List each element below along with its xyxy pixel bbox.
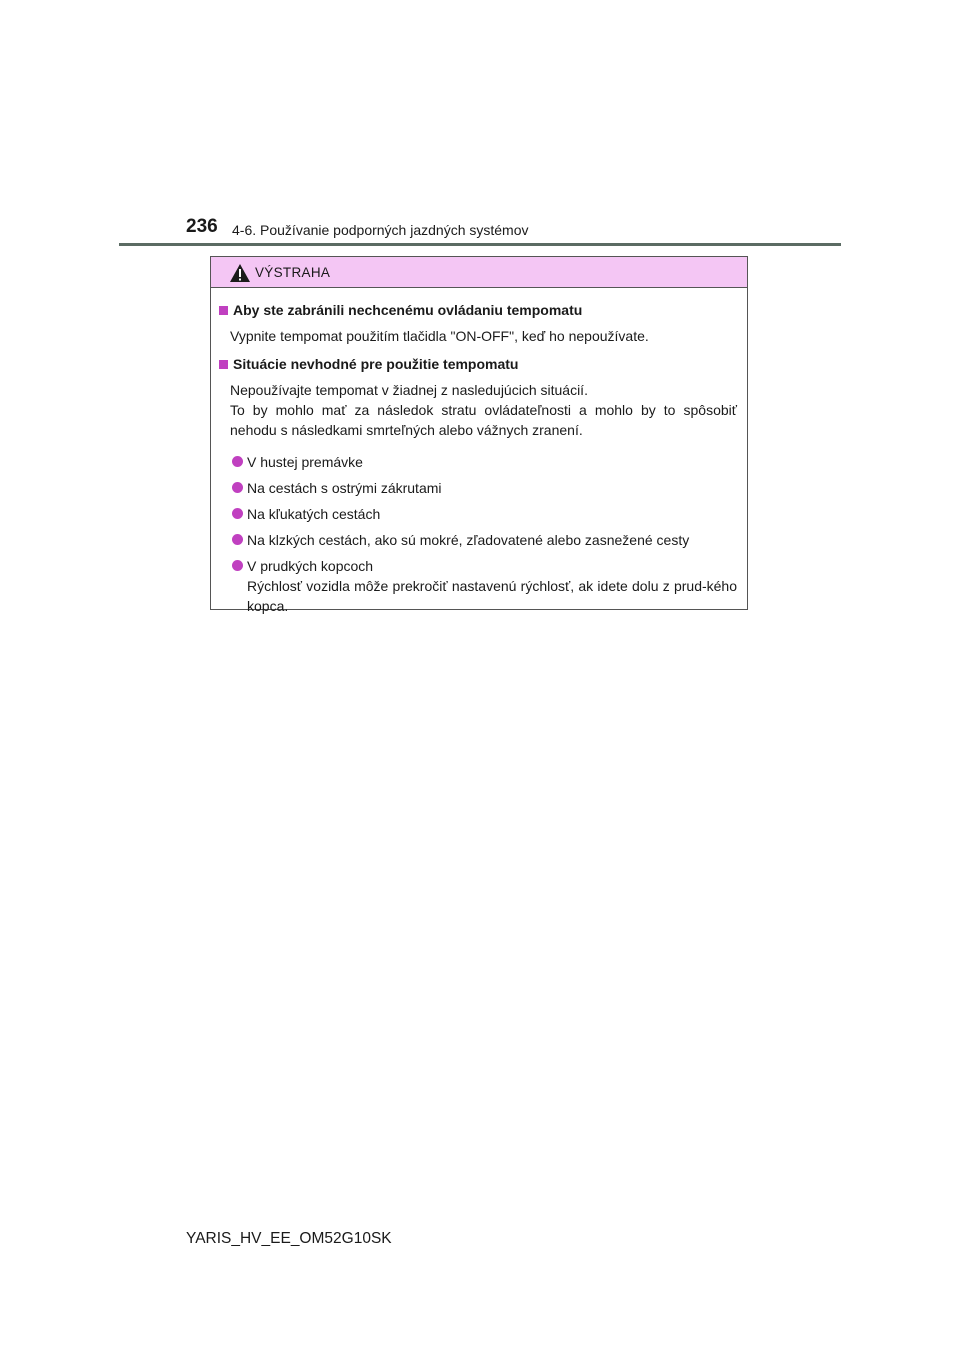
- round-bullet-icon: [232, 534, 243, 545]
- round-bullet-icon: [232, 560, 243, 571]
- subheading-unsuitable-situations: [218, 354, 737, 374]
- subheading-text: Aby ste zabránili nechcenému ovládaniu tempomatu: [233, 302, 583, 318]
- section-title: 4-6. Používanie podporných jazdných systémov: [232, 222, 529, 238]
- subheading-unintended-operation: [218, 300, 737, 320]
- round-bullet-icon: [232, 456, 243, 467]
- list-item: [218, 556, 737, 616]
- round-bullet-icon: [232, 508, 243, 519]
- warning-header: [211, 257, 747, 288]
- bullet-note: Rýchlosť vozidla môže prekročiť nastavenú rýchlosť, ak idete dolu z prud-kého kopca.: [247, 578, 737, 614]
- page-number: 236: [186, 216, 218, 237]
- square-bullet-icon: [219, 306, 228, 315]
- square-bullet-icon: [219, 360, 228, 369]
- list-item: Na cestách s ostrými zákrutami: [218, 478, 737, 498]
- list-item: Na kľukatých cestách: [218, 504, 737, 524]
- list-item: V hustej premávke: [218, 452, 737, 472]
- bullet-label: V prudkých kopcoch: [247, 558, 374, 574]
- paragraph-turn-off: Vypnite tempomat použitím tlačidla "ON-OFF", keď ho nepoužívate.: [230, 328, 649, 344]
- warning-box: [210, 256, 748, 614]
- list-item: Na klzkých cestách, ako sú mokré, zľadovatené alebo zasnežené cesty: [218, 530, 737, 550]
- document-code: YARIS_HV_EE_OM52G10SK: [186, 1230, 392, 1247]
- warning-body: [211, 288, 747, 616]
- warning-title: VÝSTRAHA: [255, 265, 331, 280]
- paragraph-do-not-use: Nepoužívajte tempomat v žiadnej z nasledujúcich situácií.: [230, 382, 588, 398]
- subheading-text: Situácie nevhodné pre použitie tempomatu: [233, 356, 519, 372]
- header-divider: [119, 243, 841, 246]
- round-bullet-icon: [232, 482, 243, 493]
- warning-triangle-icon: [229, 263, 251, 283]
- paragraph-consequences: To by mohlo mať za následok stratu ovládateľnosti a mohlo by to spôsobiť nehodu s následkami smrteľných alebo vážnych zranení.: [230, 402, 737, 438]
